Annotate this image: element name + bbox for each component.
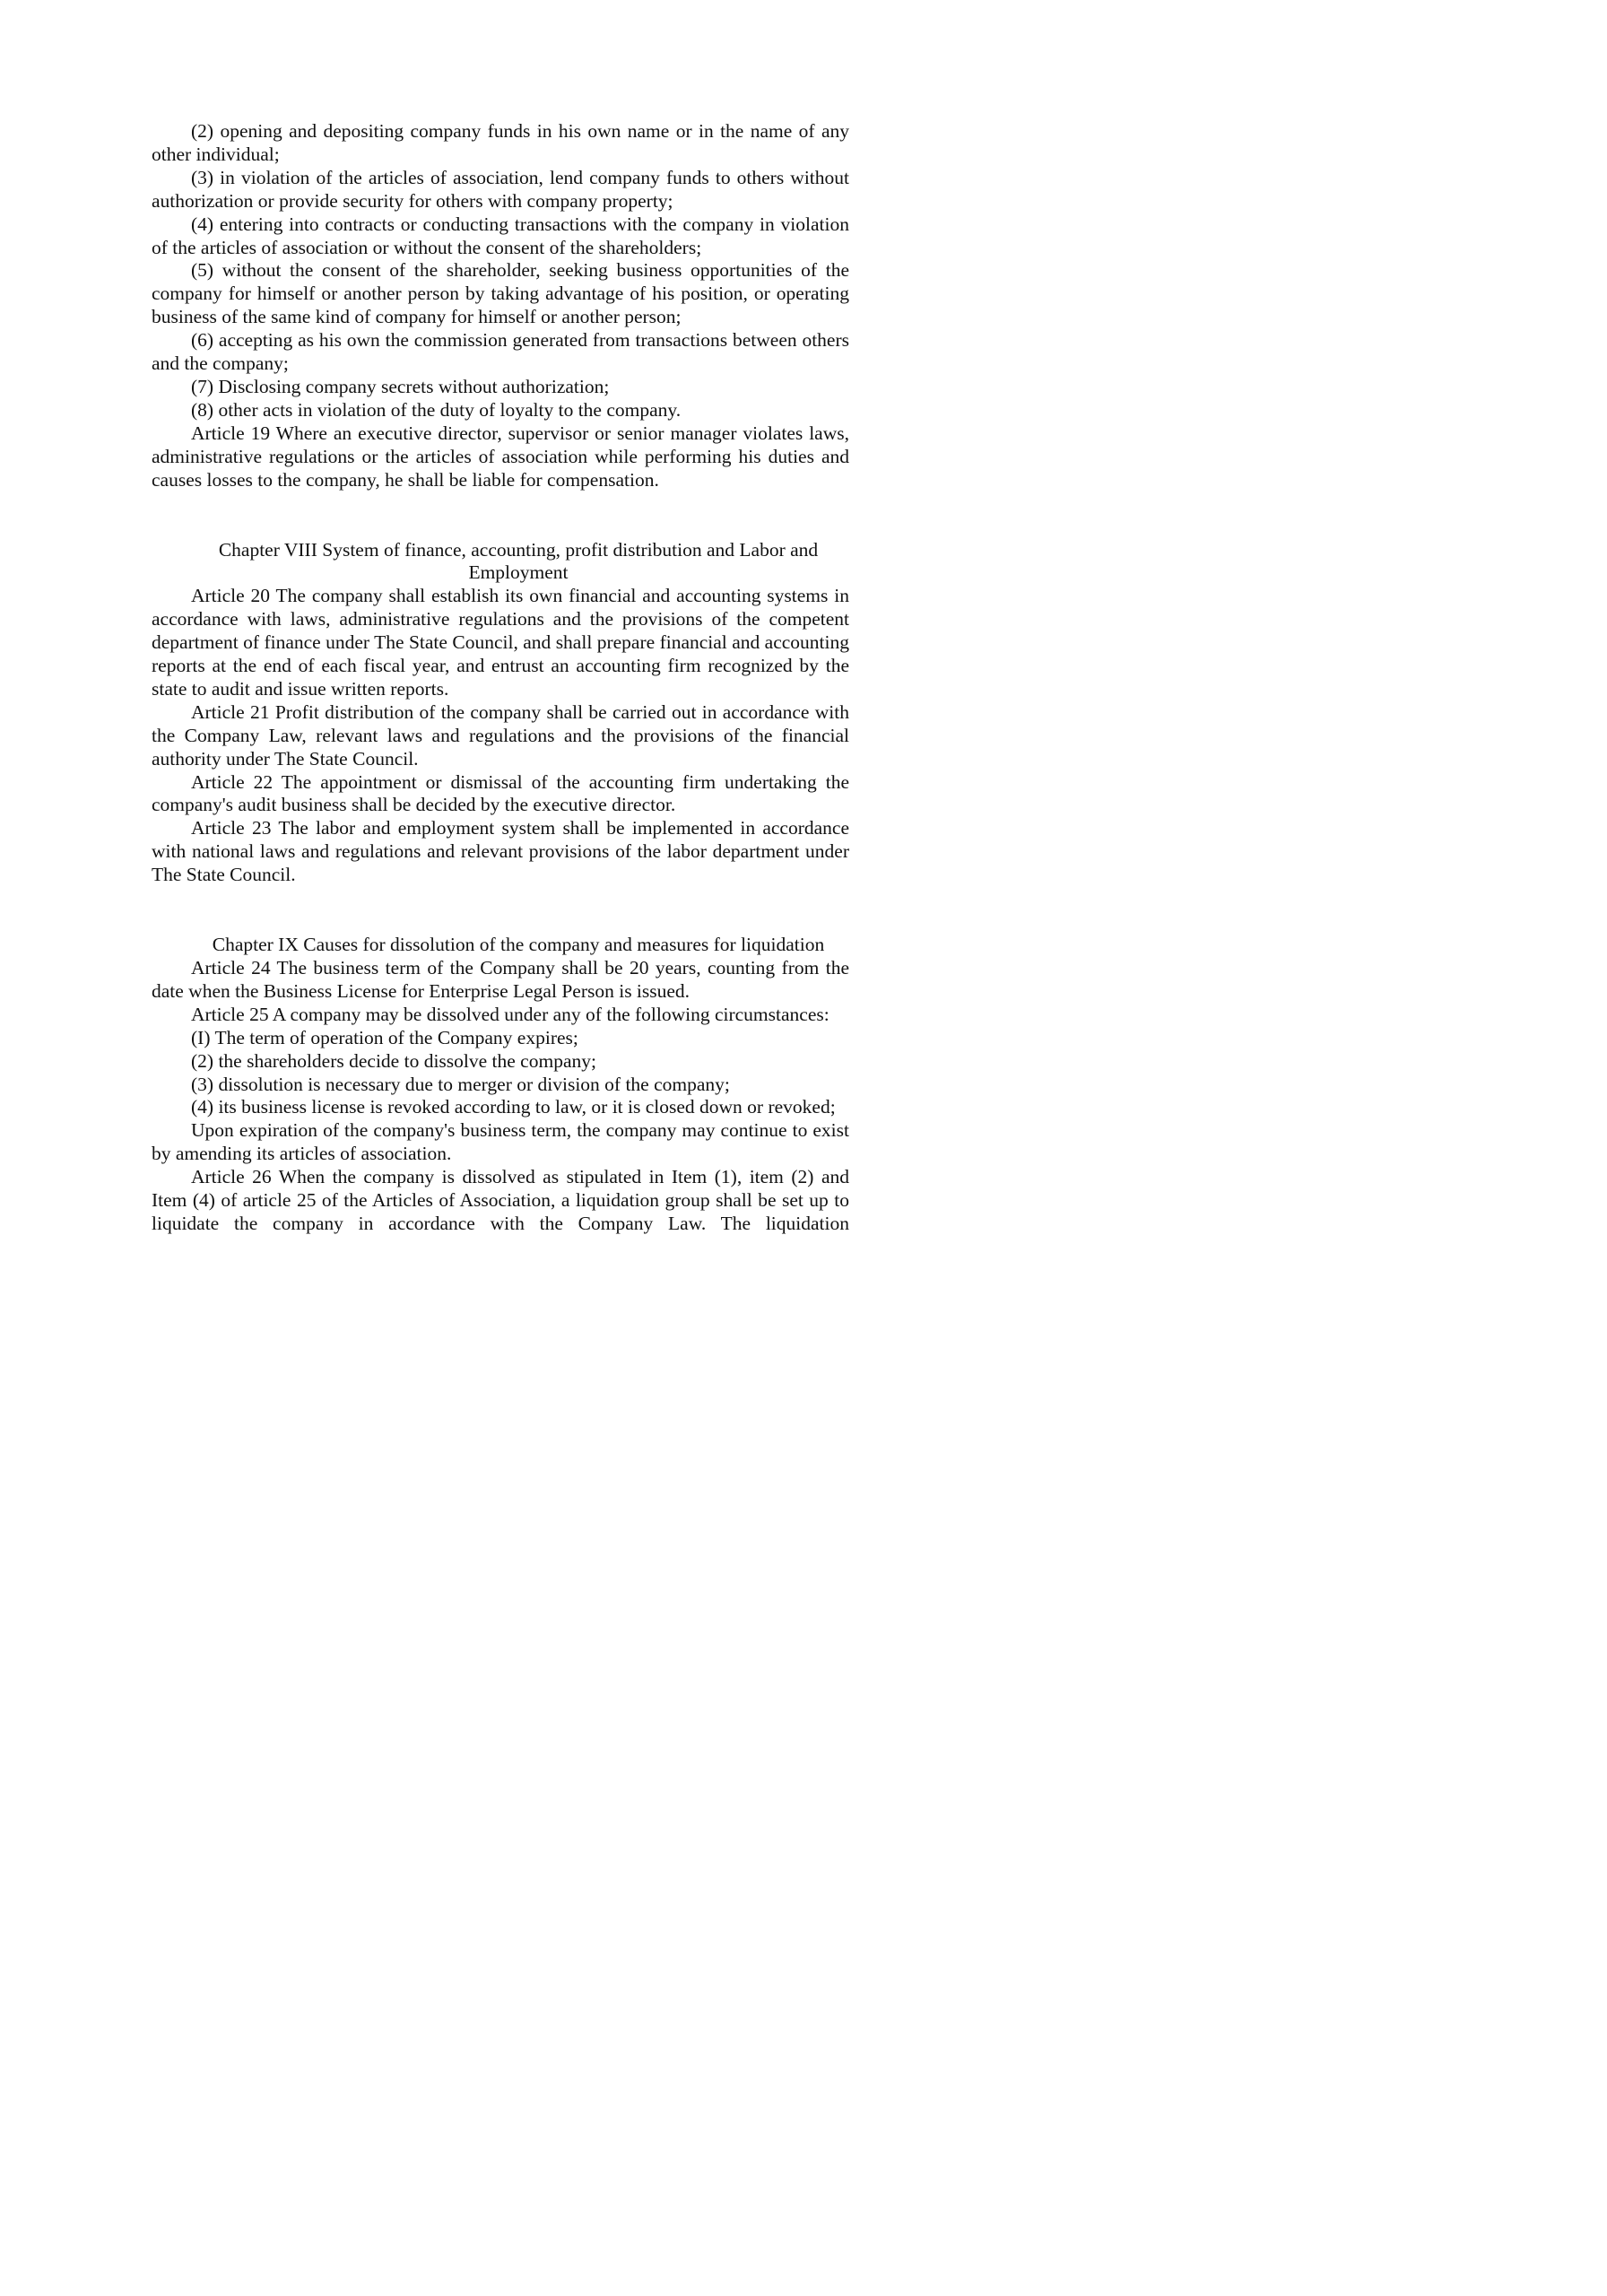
paragraph: (5) without the consent of the shareholder, seeking business opportunities of the company for himself or another person by taking advantage of his position, or operating business of the same kind of company for himself or another person; <box>152 259 849 328</box>
chapter-heading: Chapter VIII System of finance, accounting, profit distribution and Labor and Employment <box>218 538 819 584</box>
paragraph: (7) Disclosing company secrets without authorization; <box>191 375 610 397</box>
paragraph: Article 24 The business term of the Company shall be 20 years, counting from the date when the Business License for Enterprise Legal Person is issued. <box>152 957 849 1002</box>
paragraph: Article 23 The labor and employment system shall be implemented in accordance with national laws and regulations and relevant provisions of the labor department under The State Council. <box>152 817 849 886</box>
paragraph: (3) in violation of the articles of association, lend company funds to others without authorization or provide security for others with company property; <box>152 166 849 212</box>
paragraph: Article 26 When the company is dissolved as stipulated in Item (1), item (2) and Item (4) of article 25 of the Articles of Association, a liquidation group shall be set up to liquidate the company in accordance with the Company Law. The liquidation <box>152 1166 849 1234</box>
section-spacer <box>152 492 849 539</box>
document-page <box>152 120 849 1236</box>
paragraph: Article 25 A company may be dissolved under any of the following circumstances: <box>191 1003 830 1025</box>
paragraph: Article 22 The appointment or dismissal of the accounting firm undertaking the company's audit business shall be decided by the executive director. <box>152 770 849 816</box>
paragraph: Article 21 Profit distribution of the company shall be carried out in accordance with the Company Law, relevant laws and regulations and the provisions of the financial authority under The State Council. <box>152 700 849 770</box>
paragraph: (2) the shareholders decide to dissolve the company; <box>191 1049 596 1072</box>
paragraph: (2) opening and depositing company funds in his own name or in the name of any other individual; <box>152 120 849 165</box>
section-spacer <box>152 887 849 934</box>
paragraph: (3) dissolution is necessary due to merger or division of the company; <box>191 1073 730 1095</box>
paragraph: (6) accepting as his own the commission generated from transactions between others and the company; <box>152 329 849 375</box>
paragraph: (4) its business license is revoked according to law, or it is closed down or revoked; <box>191 1096 836 1118</box>
paragraph: (8) other acts in violation of the duty of loyalty to the company. <box>191 398 682 421</box>
paragraph: Article 19 Where an executive director, supervisor or senior manager violates laws, administrative regulations or the articles of association while performing his duties and causes losses to the company, he shall be liable for compensation. <box>152 422 849 491</box>
paragraph: Upon expiration of the company's business term, the company may continue to exist by amending its articles of association. <box>152 1119 849 1165</box>
paragraph: (I) The term of operation of the Company expires; <box>191 1026 578 1048</box>
paragraph: Article 20 The company shall establish its own financial and accounting systems in accordance with laws, administrative regulations and the provisions of the competent department of finance under The State Council, and shall prepare financial and accounting reports at the end of each fiscal year, and entrust an accounting firm recognized by the state to audit and issue written reports. <box>152 585 849 700</box>
paragraph: (4) entering into contracts or conducting transactions with the company in violation of the articles of association or without the consent of the shareholders; <box>152 213 849 258</box>
chapter-heading: Chapter IX Causes for dissolution of the company and measures for liquidation <box>212 934 825 956</box>
